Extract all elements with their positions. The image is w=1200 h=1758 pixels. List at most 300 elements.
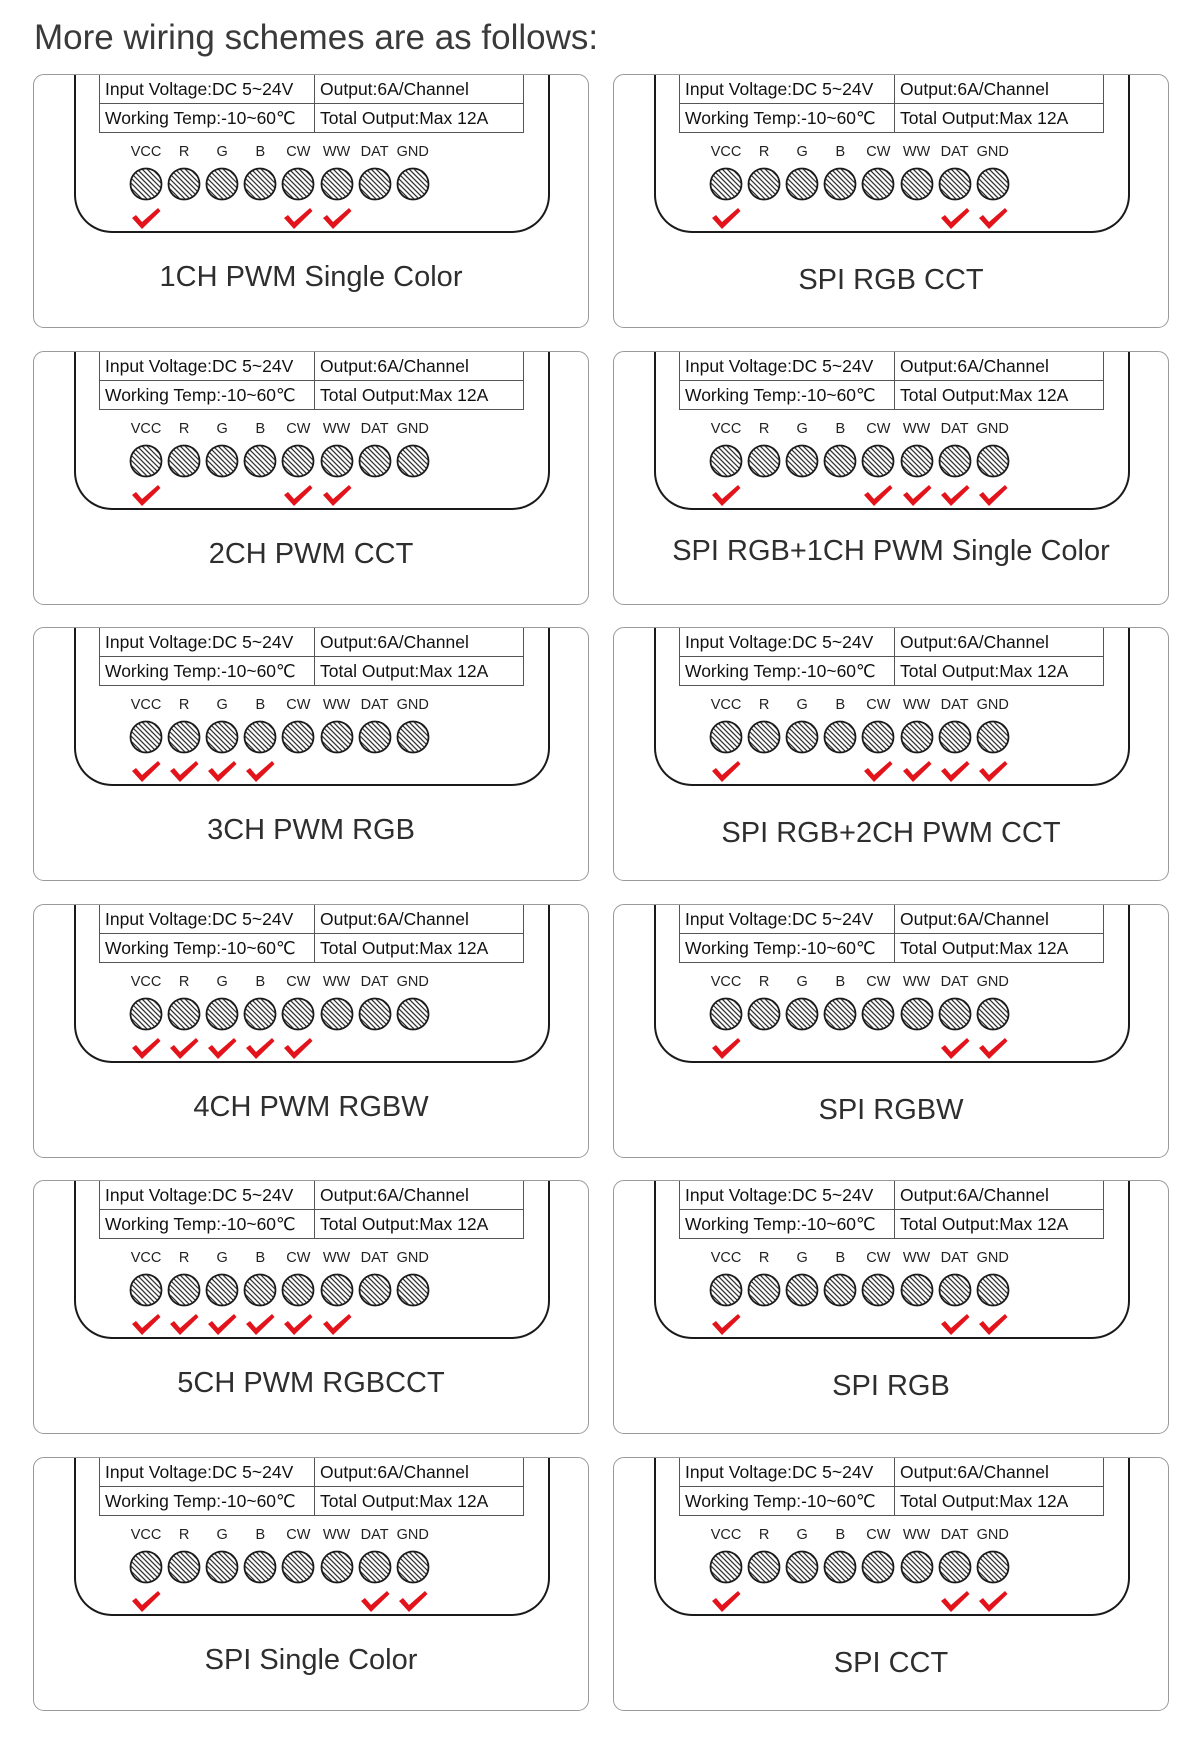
wiring-scheme-card	[33, 904, 589, 1158]
spec-input-voltage: Input Voltage:DC 5~24V	[100, 628, 315, 657]
terminal-icon	[785, 1550, 819, 1584]
check-icon	[130, 759, 162, 783]
terminal-icon	[709, 720, 743, 754]
terminal-icon	[358, 1550, 392, 1584]
wiring-scheme-card	[33, 351, 589, 605]
spec-output: Output:6A/Channel	[315, 352, 523, 381]
terminal-icon	[167, 720, 201, 754]
terminal-icon	[243, 444, 277, 478]
terminal-icon	[785, 444, 819, 478]
terminal-label: CW	[866, 1250, 891, 1266]
scheme-title: 1CH PWM Single Color	[159, 261, 463, 293]
terminal-label: B	[835, 1526, 846, 1543]
spec-input-voltage: Input Voltage:DC 5~24V	[680, 1181, 895, 1210]
spec-table	[99, 628, 524, 686]
terminal-label: WW	[322, 697, 351, 713]
terminal-icon	[785, 720, 819, 754]
terminal-label: G	[796, 420, 808, 437]
terminal-label: G	[796, 973, 808, 990]
terminal-label: B	[255, 1526, 266, 1543]
terminal-label: R	[178, 144, 190, 160]
terminal-icon	[281, 167, 315, 201]
spec-working-temp: Working Temp:-10~60℃	[100, 934, 315, 963]
terminal-icon	[900, 997, 934, 1031]
terminal-label: R	[178, 1526, 190, 1543]
terminal-icon	[320, 720, 354, 754]
wiring-scheme-grid	[33, 74, 1169, 1710]
terminal-icon	[938, 1273, 972, 1307]
terminal-label: VCC	[710, 1250, 742, 1266]
terminal-label: DAT	[360, 697, 389, 713]
check-icon	[939, 1589, 971, 1613]
spec-total-output: Total Output:Max 12A	[320, 384, 489, 405]
terminal-icon	[823, 997, 857, 1031]
terminal-label: WW	[322, 420, 351, 437]
spec-input-voltage: Input Voltage:DC 5~24V	[680, 628, 895, 657]
check-icon	[710, 483, 742, 507]
terminal-label: G	[216, 973, 228, 990]
spec-table	[679, 905, 1104, 963]
spec-total-output: Total Output:Max 12A	[900, 661, 1069, 681]
spec-table	[679, 628, 1104, 686]
terminal-label: VCC	[130, 420, 162, 437]
spec-input-voltage: Input Voltage:DC 5~24V	[100, 1181, 315, 1210]
terminal-icon	[900, 720, 934, 754]
spec-total-output: Total Output:Max 12A	[900, 937, 1069, 958]
terminal-icon	[823, 167, 857, 201]
terminal-icon	[823, 1550, 857, 1584]
wiring-scheme-card	[613, 74, 1169, 328]
terminal-label: DAT	[360, 1526, 389, 1543]
spec-working-temp: Working Temp:-10~60℃	[680, 657, 895, 686]
terminal-icon	[396, 720, 430, 754]
spec-working-temp: Working Temp:-10~60℃	[680, 934, 895, 963]
check-icon	[244, 1312, 276, 1336]
check-icon	[168, 1036, 200, 1060]
scheme-title: SPI RGB CCT	[798, 264, 984, 296]
spec-output: Output:6A/Channel	[315, 75, 523, 104]
terminal-icon	[205, 997, 239, 1031]
check-icon	[282, 1036, 314, 1060]
terminal-icon	[281, 997, 315, 1031]
scheme-title: SPI RGB+1CH PWM Single Color	[672, 534, 1110, 567]
check-icon	[130, 206, 162, 230]
terminal-icon	[243, 167, 277, 201]
terminal-label: B	[835, 1250, 846, 1266]
terminal-icon	[938, 720, 972, 754]
spec-working-temp: Working Temp:-10~60℃	[680, 104, 895, 133]
terminal-label: WW	[902, 420, 931, 437]
check-icon	[710, 759, 742, 783]
terminal-icon	[129, 720, 163, 754]
scheme-title: SPI RGBW	[818, 1093, 964, 1126]
terminal-icon	[243, 1273, 277, 1307]
check-icon	[710, 1036, 742, 1060]
check-icon	[710, 1312, 742, 1336]
terminal-icon	[129, 1550, 163, 1584]
spec-output: Output:6A/Channel	[895, 352, 1103, 381]
check-icon	[206, 1036, 238, 1060]
spec-table	[679, 1458, 1104, 1516]
terminal-label: VCC	[710, 144, 742, 160]
scheme-title: SPI RGB+2CH PWM CCT	[721, 817, 1061, 849]
terminal-icon	[205, 1273, 239, 1307]
terminal-label: B	[835, 144, 846, 160]
terminal-icon	[205, 720, 239, 754]
wiring-scheme-card	[33, 1180, 589, 1434]
terminal-icon	[938, 1550, 972, 1584]
check-icon	[282, 483, 314, 507]
terminal-icon	[129, 1273, 163, 1307]
check-icon	[359, 1589, 391, 1613]
check-icon	[862, 759, 894, 783]
terminal-icon	[747, 167, 781, 201]
wiring-scheme-card	[613, 1180, 1169, 1434]
spec-output: Output:6A/Channel	[315, 1181, 523, 1210]
spec-total-output: Total Output:Max 12A	[900, 1214, 1069, 1234]
terminal-label: DAT	[940, 973, 969, 990]
terminal-label: CW	[286, 697, 311, 713]
spec-output: Output:6A/Channel	[895, 75, 1103, 104]
terminal-label: WW	[902, 973, 931, 990]
terminal-label: GND	[976, 697, 1009, 713]
terminal-icon	[358, 720, 392, 754]
check-icon	[901, 759, 933, 783]
terminal-icon	[320, 444, 354, 478]
scheme-title: 2CH PWM CCT	[208, 537, 414, 570]
terminal-label: B	[835, 697, 846, 713]
spec-output: Output:6A/Channel	[315, 1458, 523, 1487]
terminal-label: R	[178, 1250, 190, 1266]
terminal-label: G	[796, 1526, 808, 1543]
wiring-scheme-card	[613, 627, 1169, 881]
terminal-icon	[785, 1273, 819, 1307]
terminal-label: CW	[286, 973, 311, 990]
spec-table	[679, 352, 1104, 410]
check-icon	[168, 759, 200, 783]
check-icon	[977, 1312, 1009, 1336]
spec-working-temp: Working Temp:-10~60℃	[100, 381, 315, 410]
terminal-label: DAT	[940, 1526, 969, 1543]
terminal-icon	[281, 720, 315, 754]
terminal-label: VCC	[710, 697, 742, 713]
terminal-label: WW	[902, 697, 931, 713]
terminal-label: G	[796, 1250, 808, 1266]
terminal-icon	[747, 444, 781, 478]
terminal-icon	[861, 167, 895, 201]
terminal-label: VCC	[710, 1526, 742, 1543]
terminal-label: VCC	[130, 973, 162, 990]
terminal-icon	[320, 997, 354, 1031]
spec-working-temp: Working Temp:-10~60℃	[100, 1487, 315, 1516]
spec-total-output: Total Output:Max 12A	[900, 384, 1069, 405]
terminal-icon	[976, 1550, 1010, 1584]
terminal-label: WW	[322, 144, 351, 160]
terminal-icon	[167, 1550, 201, 1584]
spec-output: Output:6A/Channel	[315, 628, 523, 657]
terminal-icon	[129, 997, 163, 1031]
spec-input-voltage: Input Voltage:DC 5~24V	[100, 905, 315, 934]
terminal-icon	[785, 167, 819, 201]
terminal-icon	[976, 1273, 1010, 1307]
terminal-icon	[320, 1273, 354, 1307]
check-icon	[977, 483, 1009, 507]
check-icon	[862, 483, 894, 507]
spec-table	[679, 75, 1104, 133]
terminal-icon	[861, 997, 895, 1031]
terminal-icon	[396, 997, 430, 1031]
terminal-icon	[861, 444, 895, 478]
terminal-icon	[976, 997, 1010, 1031]
check-icon	[939, 206, 971, 230]
terminal-label: CW	[286, 144, 311, 160]
spec-input-voltage: Input Voltage:DC 5~24V	[680, 352, 895, 381]
terminal-label: R	[178, 420, 190, 437]
check-icon	[130, 1589, 162, 1613]
terminal-label: WW	[902, 1250, 931, 1266]
scheme-title: SPI CCT	[833, 1646, 949, 1679]
terminal-icon	[243, 1550, 277, 1584]
terminal-icon	[281, 444, 315, 478]
terminal-label: CW	[866, 1526, 891, 1543]
check-icon	[710, 1589, 742, 1613]
terminal-icon	[900, 167, 934, 201]
check-icon	[282, 1312, 314, 1336]
spec-total-output: Total Output:Max 12A	[320, 108, 489, 128]
check-icon	[939, 759, 971, 783]
terminal-icon	[358, 997, 392, 1031]
terminal-label: GND	[396, 420, 429, 437]
terminal-label: R	[178, 697, 190, 713]
terminal-label: DAT	[360, 144, 389, 160]
terminal-label: DAT	[360, 420, 389, 437]
terminal-icon	[129, 444, 163, 478]
terminal-icon	[129, 167, 163, 201]
terminal-label: VCC	[710, 420, 742, 437]
spec-output: Output:6A/Channel	[315, 905, 523, 934]
spec-table	[99, 75, 524, 133]
terminal-icon	[709, 1550, 743, 1584]
terminal-icon	[243, 720, 277, 754]
wiring-scheme-card	[613, 351, 1169, 605]
terminal-icon	[358, 167, 392, 201]
terminal-label: WW	[322, 1250, 351, 1266]
spec-working-temp: Working Temp:-10~60℃	[680, 381, 895, 410]
check-icon	[321, 1312, 353, 1336]
spec-input-voltage: Input Voltage:DC 5~24V	[100, 75, 315, 104]
terminal-label: CW	[866, 697, 891, 713]
terminal-label: G	[216, 144, 228, 160]
terminal-label: VCC	[130, 144, 162, 160]
terminal-icon	[358, 444, 392, 478]
terminal-icon	[709, 997, 743, 1031]
terminal-label: CW	[286, 1250, 311, 1266]
terminal-icon	[205, 444, 239, 478]
check-icon	[130, 1036, 162, 1060]
wiring-scheme-card	[33, 1457, 589, 1711]
terminal-icon	[396, 1550, 430, 1584]
terminal-icon	[709, 444, 743, 478]
terminal-icon	[167, 167, 201, 201]
terminal-icon	[205, 1550, 239, 1584]
terminal-label: B	[835, 973, 846, 990]
terminal-icon	[823, 720, 857, 754]
check-icon	[939, 1036, 971, 1060]
terminal-label: DAT	[940, 1250, 969, 1266]
terminal-icon	[938, 444, 972, 478]
terminal-label: B	[255, 420, 266, 437]
check-icon	[901, 483, 933, 507]
spec-working-temp: Working Temp:-10~60℃	[100, 1210, 315, 1239]
terminal-label: G	[216, 1526, 228, 1543]
terminal-icon	[396, 444, 430, 478]
spec-total-output: Total Output:Max 12A	[320, 937, 489, 958]
wiring-scheme-card	[613, 904, 1169, 1158]
terminal-icon	[320, 167, 354, 201]
spec-table	[679, 1181, 1104, 1239]
terminal-icon	[747, 1550, 781, 1584]
spec-output: Output:6A/Channel	[895, 628, 1103, 657]
spec-table	[99, 905, 524, 963]
terminal-label: GND	[976, 973, 1009, 990]
scheme-title: SPI RGB	[832, 1370, 950, 1402]
spec-output: Output:6A/Channel	[895, 1458, 1103, 1487]
terminal-label: B	[255, 697, 266, 713]
spec-table	[99, 1458, 524, 1516]
terminal-label: CW	[866, 973, 891, 990]
terminal-icon	[396, 167, 430, 201]
check-icon	[397, 1589, 429, 1613]
check-icon	[206, 759, 238, 783]
terminal-label: DAT	[360, 973, 389, 990]
terminal-label: DAT	[940, 697, 969, 713]
terminal-label: B	[255, 1250, 266, 1266]
terminal-label: G	[216, 420, 228, 437]
terminal-label: R	[758, 420, 770, 437]
terminal-icon	[167, 444, 201, 478]
spec-working-temp: Working Temp:-10~60℃	[100, 657, 315, 686]
spec-total-output: Total Output:Max 12A	[320, 1490, 489, 1511]
check-icon	[321, 206, 353, 230]
spec-input-voltage: Input Voltage:DC 5~24V	[100, 352, 315, 381]
terminal-icon	[709, 167, 743, 201]
terminal-icon	[167, 1273, 201, 1307]
terminal-icon	[167, 997, 201, 1031]
check-icon	[710, 206, 742, 230]
spec-table	[99, 1181, 524, 1239]
terminal-label: R	[758, 1250, 770, 1266]
terminal-label: WW	[322, 973, 351, 990]
terminal-icon	[938, 997, 972, 1031]
terminal-label: GND	[976, 144, 1009, 160]
terminal-icon	[747, 720, 781, 754]
terminal-icon	[823, 444, 857, 478]
spec-total-output: Total Output:Max 12A	[900, 1490, 1069, 1511]
terminal-label: R	[758, 1526, 770, 1543]
check-icon	[130, 1312, 162, 1336]
terminal-icon	[281, 1273, 315, 1307]
scheme-title: 3CH PWM RGB	[207, 814, 415, 846]
check-icon	[977, 206, 1009, 230]
terminal-label: G	[216, 1250, 228, 1266]
check-icon	[321, 483, 353, 507]
terminal-label: GND	[976, 1250, 1009, 1266]
terminal-label: DAT	[360, 1250, 389, 1266]
spec-input-voltage: Input Voltage:DC 5~24V	[100, 1458, 315, 1487]
check-icon	[168, 1312, 200, 1336]
check-icon	[130, 483, 162, 507]
terminal-label: R	[758, 144, 770, 160]
terminal-label: B	[255, 973, 266, 990]
terminal-label: B	[255, 144, 266, 160]
terminal-label: G	[796, 697, 808, 713]
terminal-icon	[900, 1273, 934, 1307]
terminal-label: DAT	[940, 420, 969, 437]
check-icon	[206, 1312, 238, 1336]
terminal-label: VCC	[130, 697, 162, 713]
terminal-label: VCC	[710, 973, 742, 990]
terminal-label: GND	[396, 144, 429, 160]
spec-working-temp: Working Temp:-10~60℃	[680, 1487, 895, 1516]
terminal-icon	[900, 1550, 934, 1584]
spec-input-voltage: Input Voltage:DC 5~24V	[680, 1458, 895, 1487]
spec-total-output: Total Output:Max 12A	[320, 1214, 489, 1234]
terminal-icon	[709, 1273, 743, 1307]
terminal-label: VCC	[130, 1250, 162, 1266]
check-icon	[939, 1312, 971, 1336]
terminal-icon	[358, 1273, 392, 1307]
terminal-icon	[747, 997, 781, 1031]
wiring-scheme-card	[613, 1457, 1169, 1711]
terminal-icon	[823, 1273, 857, 1307]
terminal-icon	[976, 444, 1010, 478]
scheme-title: 5CH PWM RGBCCT	[177, 1367, 445, 1399]
terminal-label: WW	[902, 1526, 931, 1543]
terminal-label: B	[835, 420, 846, 437]
terminal-label: GND	[396, 1250, 429, 1266]
terminal-icon	[396, 1273, 430, 1307]
terminal-icon	[243, 997, 277, 1031]
spec-input-voltage: Input Voltage:DC 5~24V	[680, 75, 895, 104]
terminal-label: GND	[976, 420, 1009, 437]
check-icon	[282, 206, 314, 230]
scheme-title: SPI Single Color	[204, 1643, 418, 1676]
terminal-label: CW	[866, 420, 891, 437]
check-icon	[977, 1589, 1009, 1613]
spec-working-temp: Working Temp:-10~60℃	[680, 1210, 895, 1239]
terminal-icon	[938, 167, 972, 201]
terminal-label: WW	[902, 144, 931, 160]
spec-total-output: Total Output:Max 12A	[900, 108, 1069, 128]
terminal-icon	[861, 720, 895, 754]
terminal-label: CW	[866, 144, 891, 160]
terminal-label: CW	[286, 1526, 311, 1543]
terminal-icon	[976, 167, 1010, 201]
spec-output: Output:6A/Channel	[895, 905, 1103, 934]
terminal-icon	[976, 720, 1010, 754]
terminal-icon	[900, 444, 934, 478]
page-heading: More wiring schemes are as follows:	[34, 18, 599, 57]
spec-output: Output:6A/Channel	[895, 1181, 1103, 1210]
spec-table	[99, 352, 524, 410]
terminal-label: CW	[286, 420, 311, 437]
check-icon	[939, 483, 971, 507]
spec-input-voltage: Input Voltage:DC 5~24V	[680, 905, 895, 934]
terminal-icon	[320, 1550, 354, 1584]
check-icon	[977, 759, 1009, 783]
terminal-icon	[205, 167, 239, 201]
terminal-icon	[747, 1273, 781, 1307]
